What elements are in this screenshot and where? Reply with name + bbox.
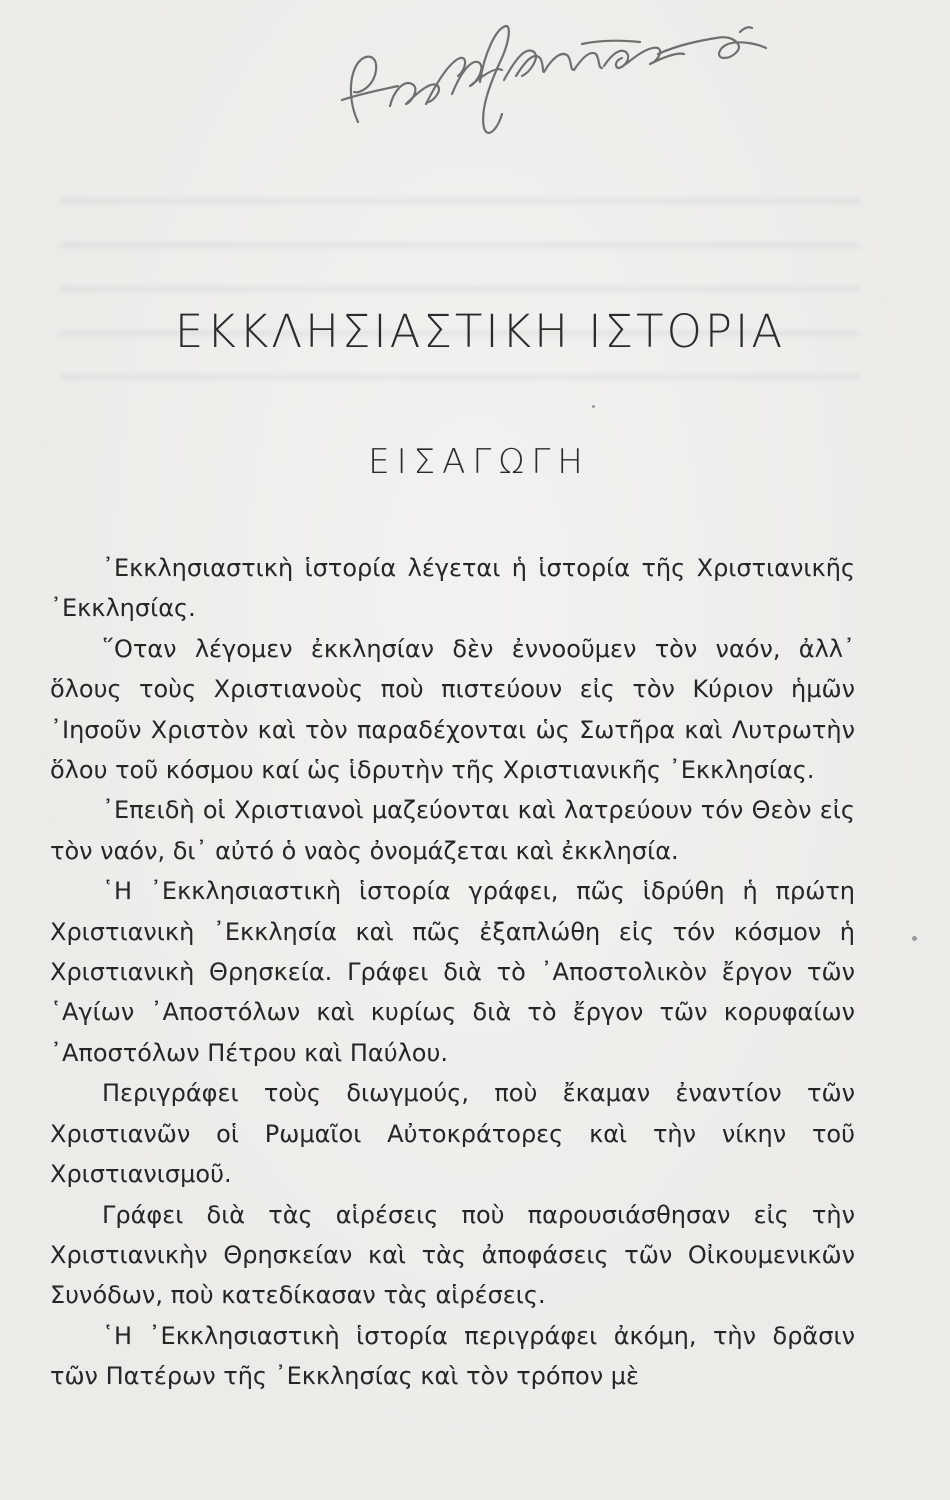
paper-speck (592, 405, 595, 408)
paragraph: ῾Η ᾿Εκκλησιαστικὴ ἱστορία περιγράφει ἀκόμη, τὴν δρᾶσιν τῶν Πατέρων τῆς ᾿Εκκλησίας καὶ τὸν τρόπον μὲ (50, 1321, 855, 1391)
body-text (50, 548, 855, 1397)
paragraph: ᾿Επειδὴ οἱ Χριστιανοὶ μαζεύονται καὶ λατρεύουν τόν Θεὸν εἰς τὸν ναόν, δι᾿ αὐτό ὁ ναὸς ὀνομάζεται καὶ ἐκκλησία. (50, 796, 855, 865)
paragraph: Περιγράφει τοὺς διωγμούς, ποὺ ἔκαμαν ἐναντίον τῶν Χριστιανῶν οἱ Ρωμαῖοι Αὐτοκράτορες καὶ τὴν νίκην τοῦ Χριστιανισμοῦ. (50, 1079, 855, 1189)
section-heading: ΕΙΣΑΓΩΓΗ (368, 442, 590, 482)
signature-drawing (320, 10, 790, 150)
paragraph: ῾Η ᾿Εκκλησιαστικὴ ἱστορία γράφει, πῶς ἱδρύθη ἡ πρώτη Χριστιανικὴ ᾿Εκκλησία καὶ πῶς ἐξαπλώθη εἰς τόν κόσμον ἡ Χριστιανικὴ Θρησκεία. Γράφει διὰ τὸ ᾿Αποστολικὸν ἔργον τῶν ῾Αγίων ᾿Αποστόλων καὶ κυρίως διὰ τὸ ἔργον τῶν κορυφαίων ᾿Αποστόλων Πέτρου καὶ Παύλου. (50, 877, 855, 1067)
paragraph: ῞Οταν λέγομεν ἐκκλησίαν δὲν ἐννοοῦμεν τὸν ναόν, ἀλλ᾿ ὅλους τοὺς Χριστιανοὺς ποὺ πιστεύουν εἰς τὸν Κύριον ἡμῶν ᾿Ιησοῦν Χριστὸν καὶ τὸν παραδέχονται ὡς Σωτῆρα καὶ Λυτρωτὴν ὅλου τοῦ κόσμου καί ὡς ἱδρυτὴν τῆς Χριστιανικῆς ᾿Εκκλησίας. (50, 634, 855, 785)
document-title: ΕΚΚΛΗΣΙΑΣΤΙΚΗ ΙΣΤΟΡΙΑ (174, 305, 786, 358)
paper-speck (912, 936, 917, 941)
paragraph: Γράφει διὰ τὰς αἱρέσεις ποὺ παρουσιάσθησαν εἰς τὴν Χριστιανικὴν Θρησκείαν καὶ τὰς ἀποφάσεις τῶν Οἰκουμενικῶν Συνόδων, ποὺ κατεδίκασαν τὰς αἱρέσεις. (50, 1200, 855, 1310)
handwritten-signature (320, 10, 790, 150)
paragraph: ᾿Εκκλησιαστικὴ ἱστορία λέγεται ἡ ἱστορία τῆς Χριστιανικῆς ᾿Εκκλησίας. (50, 554, 855, 623)
